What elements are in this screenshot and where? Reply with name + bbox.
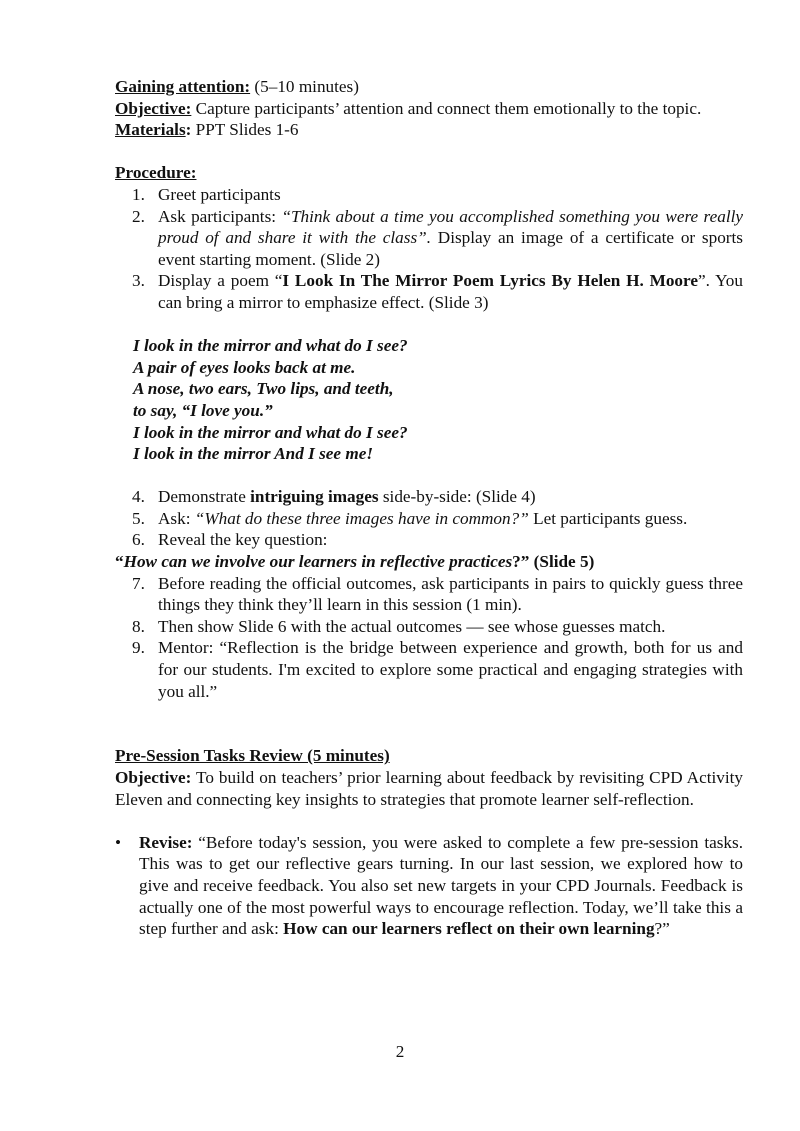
step-text: Reveal the key question: xyxy=(158,530,328,550)
procedure-step-6 xyxy=(115,529,743,551)
objective-text: To build on teachers’ prior learning about feedback by revisiting CPD Activity Eleven and connecting key insights to strategies that promote learner self-reflection. xyxy=(115,768,743,809)
step-quote: “What do these three images have in common?” xyxy=(194,508,529,528)
poem-line: I look in the mirror and what do I see? xyxy=(133,336,408,356)
revise-end: ?” xyxy=(654,919,670,939)
objective-label: Objective: xyxy=(115,768,192,787)
procedure-step-3 xyxy=(115,270,743,313)
step-text: Display a poem “ xyxy=(158,271,283,291)
step-text-post: Let participants guess. xyxy=(528,508,688,528)
procedure-step-4 xyxy=(115,486,743,508)
key-question xyxy=(115,551,743,573)
step-number: 1. xyxy=(132,184,145,204)
step-number: 6. xyxy=(132,530,145,550)
step-number: 5. xyxy=(132,508,145,528)
step-text: Demonstrate xyxy=(158,487,251,507)
procedure-steps-b xyxy=(115,486,743,551)
step-number: 8. xyxy=(132,616,145,636)
step-text: Mentor: “Reflection is the bridge between experience and growth, both for us and for our students. I'm excited to explore some practical and engaging strategies with you all.” xyxy=(158,638,743,701)
poem-line: I look in the mirror and what do I see? xyxy=(133,422,408,442)
revise-bold: How can our learners reflect on their own learning xyxy=(283,919,655,939)
step-text-post: ”. You can bring a mirror to emphasize effect. (Slide 3) xyxy=(158,271,743,312)
poem-line: A pair of eyes looks back at me. xyxy=(133,357,356,377)
step-text-post: Display an image of a certificate or sports event starting moment. (Slide 2) xyxy=(158,228,743,269)
poem-line: A nose, two ears, Two lips, and teeth, xyxy=(133,379,394,399)
page-number: 2 xyxy=(395,1042,405,1061)
objective-label: Objective: xyxy=(115,98,192,118)
poem-title: I Look In The Mirror Poem Lyrics By Helen H. Moore xyxy=(282,271,698,291)
procedure-steps-a xyxy=(115,184,743,314)
gaining-attention-heading: Gaining attention: xyxy=(115,77,251,96)
step-number: 2. xyxy=(132,206,145,226)
step-number: 3. xyxy=(132,271,145,291)
key-question-close: ?” (Slide 5) xyxy=(512,552,595,572)
key-question-open: “ xyxy=(115,552,124,572)
poem-line: I look in the mirror And I see me! xyxy=(133,444,374,464)
document-page xyxy=(115,76,743,940)
step-bold: intriguing images xyxy=(250,487,379,507)
revise-bullet xyxy=(115,832,743,940)
gaining-attention-line xyxy=(115,76,743,98)
step-text: Greet participants xyxy=(158,184,281,204)
procedure-step-2 xyxy=(115,206,743,271)
revise-label: Revise: xyxy=(139,832,193,852)
presession-heading: Pre-Session Tasks Review (5 minutes) xyxy=(115,746,390,766)
step-text: Ask participants: xyxy=(158,206,282,226)
gaining-objective xyxy=(115,98,743,120)
materials-colon: : xyxy=(185,120,192,140)
revise-text: “Before today's session, you were asked to complete a few pre-session tasks. This was to get our reflective gears turning. In our last session, we explored how to give and receive feedback. You also set new targets in your CPD Journals. Feedback is actually one of the most powerful ways to encourage reflection. Today, we’ll take this a step further and ask: xyxy=(139,832,743,939)
step-text: Then show Slide 6 with the actual outcomes — see whose guesses match. xyxy=(158,616,666,636)
procedure-steps-c xyxy=(115,573,743,703)
key-question-text: How can we involve our learners in reflective practices xyxy=(123,552,513,572)
presession-heading-line xyxy=(115,745,743,767)
procedure-heading-line xyxy=(115,162,743,184)
step-text: Ask: xyxy=(158,508,195,528)
objective-text: Capture participants’ attention and connect them emotionally to the topic. xyxy=(191,98,702,118)
procedure-step-9 xyxy=(115,637,743,702)
step-text: Before reading the official outcomes, ask participants in pairs to quickly guess three things they think they’ll learn in this session (1 min). xyxy=(158,573,743,615)
materials-line xyxy=(115,119,743,141)
procedure-step-8 xyxy=(115,616,743,638)
procedure-step-5 xyxy=(115,508,743,530)
step-text-post: side-by-side: (Slide 4) xyxy=(378,487,536,507)
materials-label: Materials xyxy=(115,120,186,140)
gaining-attention-duration: (5–10 minutes) xyxy=(250,77,359,96)
step-number: 7. xyxy=(132,573,145,593)
step-number: 4. xyxy=(132,487,145,507)
procedure-step-1 xyxy=(115,184,743,206)
materials-text: PPT Slides 1-6 xyxy=(191,120,299,140)
presession-objective xyxy=(115,767,743,810)
presession-bullets xyxy=(115,832,743,940)
step-quote: “Think about a time you accomplished something you were really proud of and share it with the class”. xyxy=(158,206,744,248)
poem xyxy=(115,335,743,465)
poem-line: to say, “I love you.” xyxy=(133,400,273,420)
procedure-step-7 xyxy=(115,573,743,616)
bullet-icon: • xyxy=(115,832,122,852)
step-number: 9. xyxy=(132,638,145,658)
procedure-heading: Procedure: xyxy=(115,163,197,183)
